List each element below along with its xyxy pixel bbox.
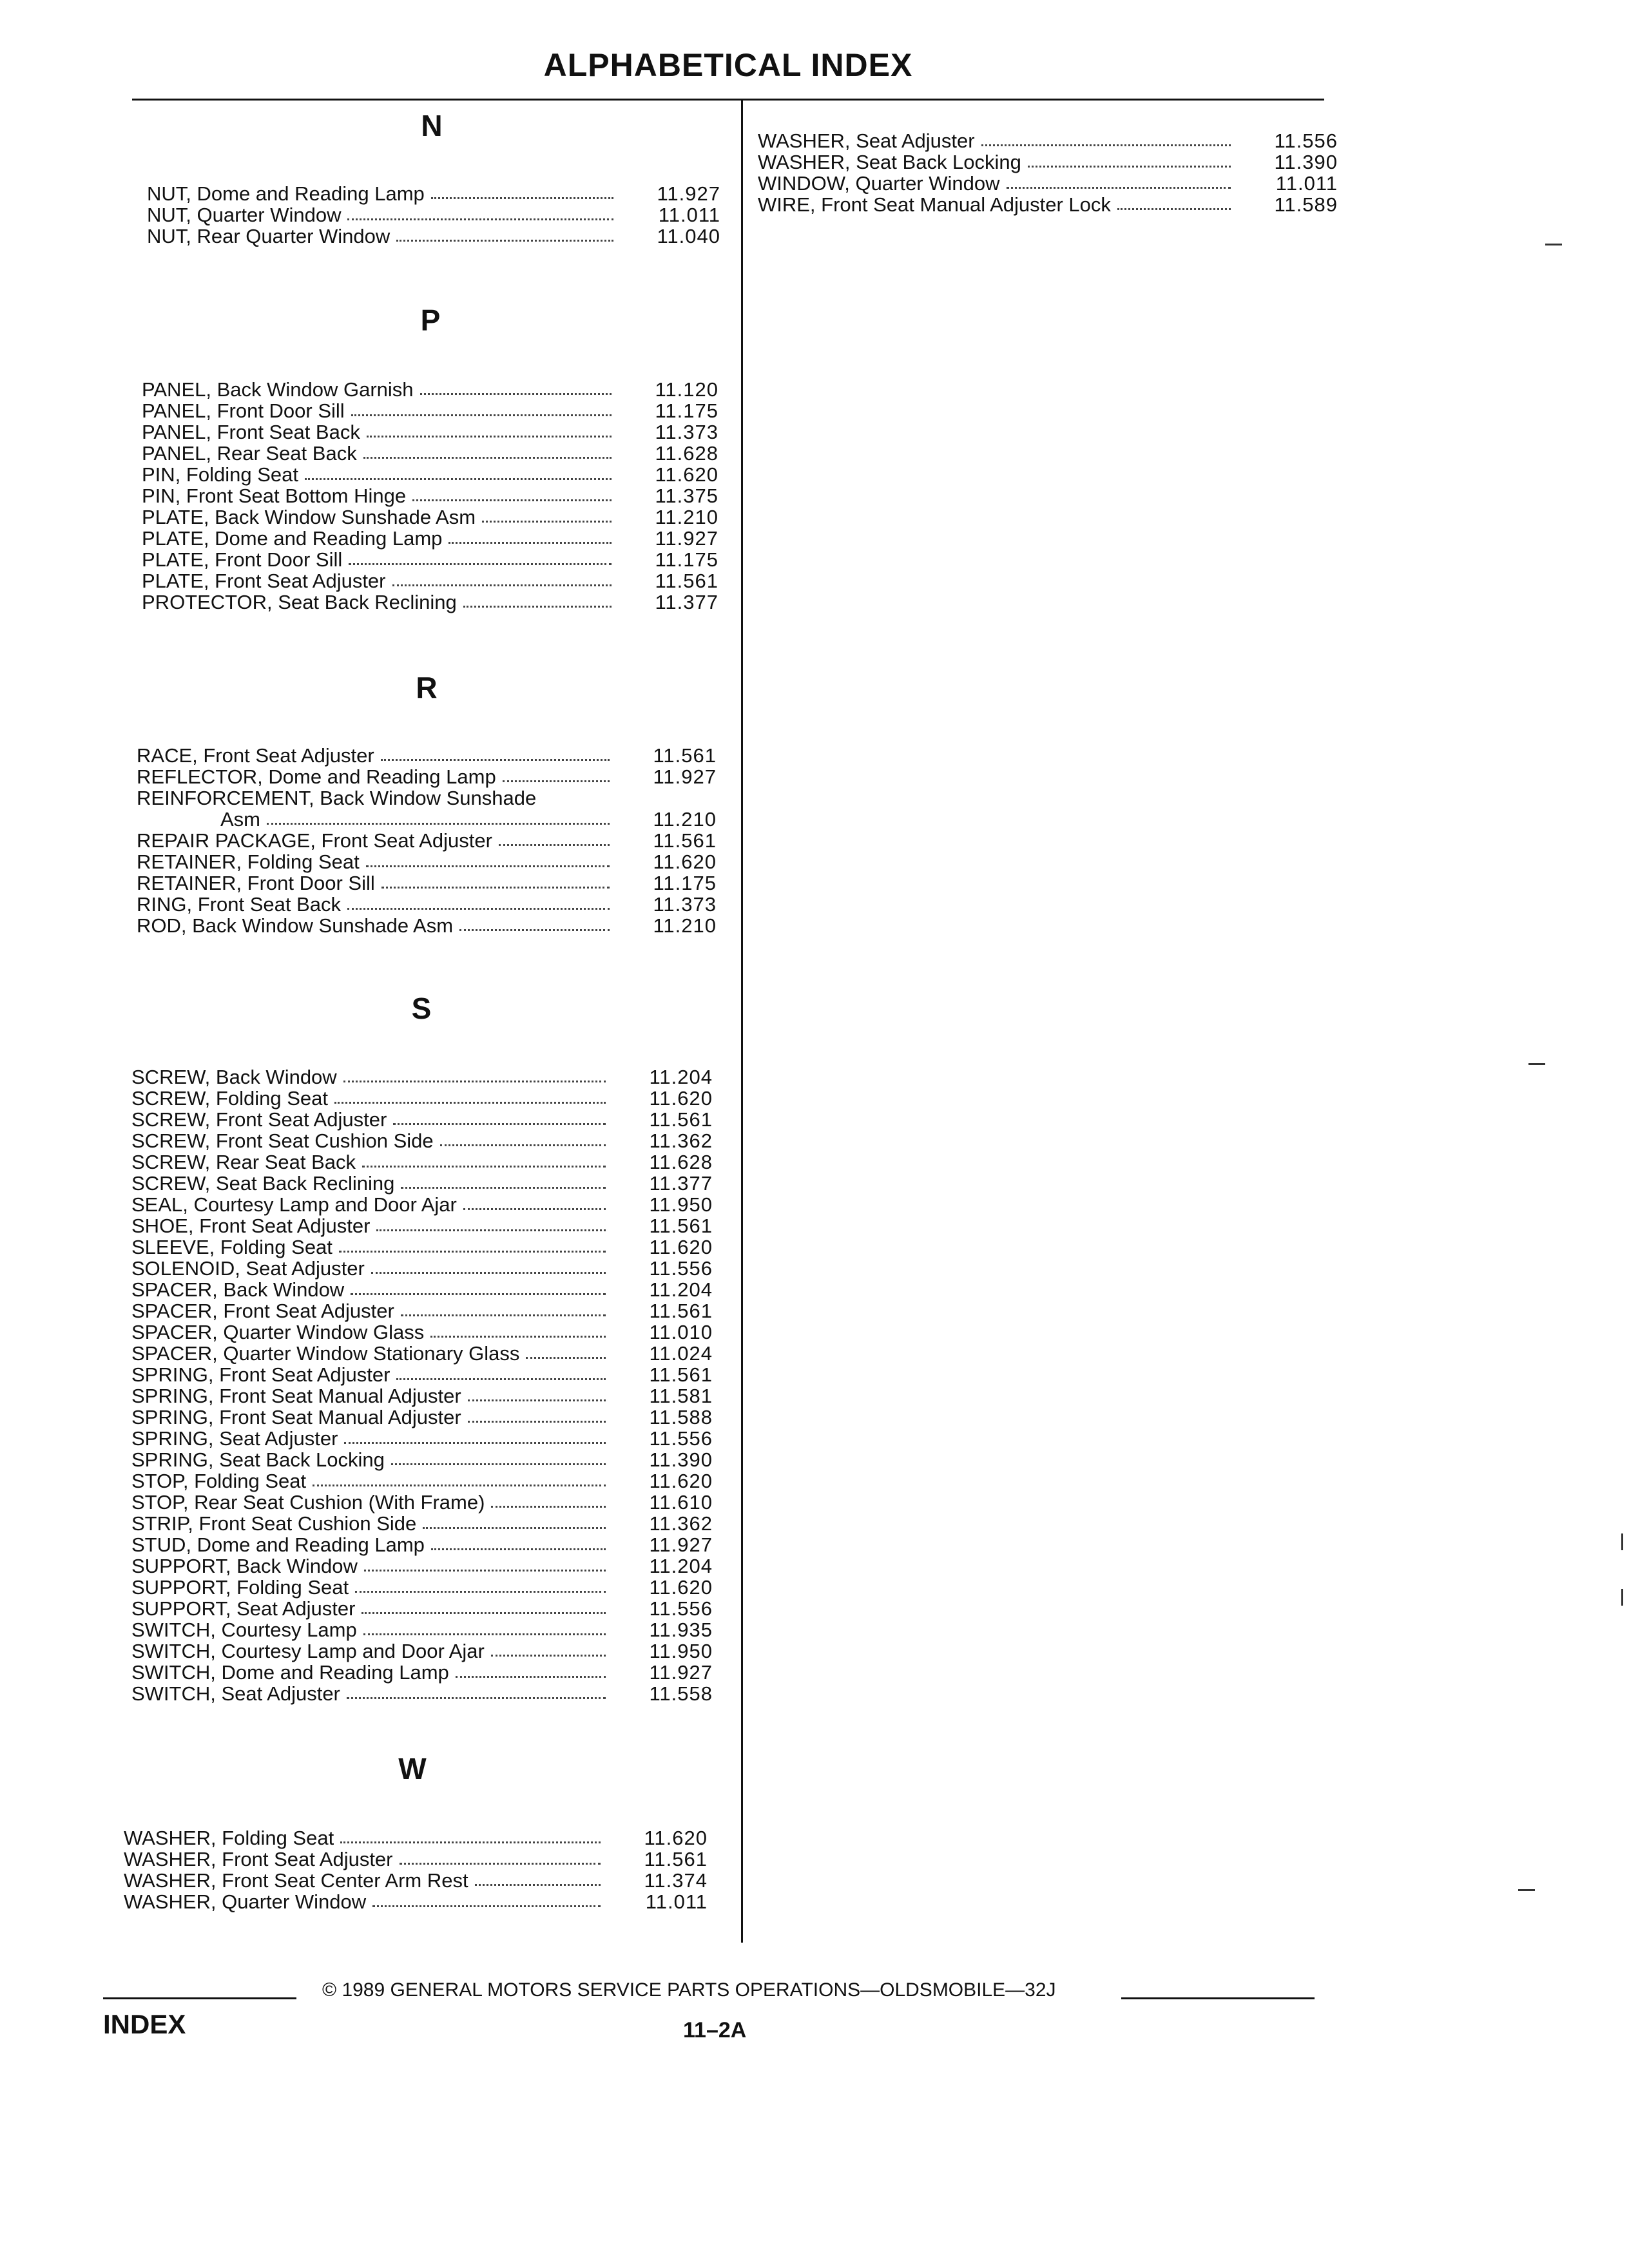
index-entry (758, 173, 1338, 194)
dot-leader (372, 1905, 601, 1907)
index-entry (131, 1534, 713, 1555)
index-entry-label: RETAINER, Front Door Sill (137, 872, 375, 894)
index-entry-label: SPRING, Front Seat Manual Adjuster (131, 1406, 461, 1428)
index-entry-label: WASHER, Seat Adjuster (758, 130, 975, 152)
dot-leader (396, 1378, 606, 1380)
index-entry (137, 745, 717, 766)
footer-copyright: © 1989 GENERAL MOTORS SERVICE PARTS OPERATIONS—OLDSMOBILE—32J (322, 1979, 1056, 2001)
index-entry (142, 549, 718, 570)
section-letter-s: S (411, 992, 432, 1025)
index-entry-label: SPRING, Front Seat Adjuster (131, 1363, 390, 1386)
scan-edge-mark (1545, 244, 1562, 245)
index-entry-label: STUD, Dome and Reading Lamp (131, 1533, 425, 1556)
dot-leader (392, 584, 612, 586)
entry-list-n (147, 183, 720, 247)
dot-leader (361, 1611, 606, 1614)
index-entry-label: PLATE, Back Window Sunshade Asm (142, 506, 476, 528)
index-entry-page: 11.620 (649, 1236, 713, 1258)
index-entry-page: 11.610 (649, 1491, 713, 1514)
index-entry-label: SCREW, Seat Back Reclining (131, 1172, 395, 1195)
dot-leader (347, 218, 613, 220)
index-entry-page: 11.120 (655, 378, 718, 401)
index-entry-label: WIRE, Front Seat Manual Adjuster Lock (758, 193, 1111, 216)
index-entry-page: 11.588 (649, 1406, 713, 1428)
index-entry-label: REPAIR PACKAGE, Front Seat Adjuster (137, 829, 492, 852)
dot-leader (491, 1505, 606, 1508)
dot-leader (344, 1441, 606, 1444)
index-entry-label: WASHER, Seat Back Locking (758, 151, 1021, 173)
index-entry (124, 1891, 708, 1912)
index-entry-label: Asm (220, 808, 260, 831)
index-entry (124, 1827, 708, 1849)
index-entry (137, 851, 717, 872)
index-entry (137, 872, 717, 894)
index-entry-page: 11.210 (653, 914, 717, 937)
entry-list-r (137, 745, 717, 936)
dot-leader (381, 886, 610, 889)
index-entry (131, 1385, 713, 1407)
dot-leader (463, 1207, 606, 1210)
index-entry-page: 11.377 (649, 1172, 713, 1195)
index-entry (142, 443, 718, 464)
index-entry-label: NUT, Quarter Window (147, 204, 342, 226)
index-entry-label: RING, Front Seat Back (137, 893, 341, 916)
page-title: ALPHABETICAL INDEX (543, 47, 913, 83)
index-entry (131, 1236, 713, 1258)
index-entry-page: 11.620 (649, 1576, 713, 1599)
index-entry (147, 204, 720, 226)
index-entry-label: NUT, Dome and Reading Lamp (147, 182, 425, 205)
entry-list-w-continued (758, 130, 1338, 215)
dot-leader (349, 562, 612, 565)
index-entry-label: WASHER, Quarter Window (124, 1890, 367, 1913)
index-entry-label: WASHER, Front Seat Adjuster (124, 1848, 393, 1870)
index-entry-label: SPACER, Quarter Window Stationary Glass (131, 1342, 520, 1365)
index-entry-label: STOP, Folding Seat (131, 1470, 307, 1492)
index-entry (131, 1215, 713, 1236)
dot-leader (1028, 165, 1231, 168)
index-entry (131, 1640, 713, 1662)
dot-leader (412, 499, 612, 501)
index-entry (131, 1258, 713, 1279)
index-entry-label: PIN, Front Seat Bottom Hinge (142, 485, 407, 507)
index-entry (758, 194, 1338, 215)
index-entry-page: 11.628 (655, 442, 718, 465)
index-entry-page: 11.390 (1274, 151, 1338, 173)
index-entry-page: 11.927 (655, 527, 718, 550)
index-entry-page: 11.362 (649, 1512, 713, 1535)
index-entry (137, 809, 717, 830)
index-entry (131, 1173, 713, 1194)
index-entry (142, 591, 718, 613)
index-entry (131, 1513, 713, 1534)
index-entry-page: 11.561 (653, 744, 717, 767)
index-entry (131, 1343, 713, 1364)
dot-leader (468, 1420, 606, 1423)
index-entry-label: SHOE, Front Seat Adjuster (131, 1215, 371, 1237)
dot-leader (463, 605, 612, 608)
dot-leader (351, 1293, 606, 1295)
scan-edge-mark (1621, 1589, 1623, 1606)
index-entry (131, 1449, 713, 1470)
entry-list-s (131, 1066, 713, 1704)
index-entry-label: SEAL, Courtesy Lamp and Door Ajar (131, 1193, 457, 1216)
index-entry-page: 11.210 (653, 808, 717, 831)
dot-leader (400, 1862, 601, 1865)
index-entry-label: PIN, Folding Seat (142, 463, 298, 486)
dot-leader (267, 822, 610, 825)
dot-leader (347, 907, 610, 910)
header-rule (132, 99, 1324, 101)
index-entry-page: 11.561 (649, 1300, 713, 1322)
index-entry-page: 11.927 (657, 182, 720, 205)
index-entry (131, 1598, 713, 1619)
index-entry-page: 11.561 (649, 1363, 713, 1386)
index-entry-label: STRIP, Front Seat Cushion Side (131, 1512, 417, 1535)
index-entry (131, 1321, 713, 1343)
footer-page-number: 11–2A (683, 2018, 747, 2042)
index-entry (137, 894, 717, 915)
dot-leader (364, 1569, 606, 1571)
index-entry (131, 1066, 713, 1088)
index-entry-page: 11.204 (649, 1555, 713, 1577)
index-entry-label: SCREW, Rear Seat Back (131, 1151, 356, 1173)
index-entry-page: 11.561 (653, 829, 717, 852)
dot-leader (526, 1356, 606, 1359)
index-entry (131, 1407, 713, 1428)
index-entry (142, 464, 718, 485)
dot-leader (401, 1314, 606, 1316)
index-entry (131, 1577, 713, 1598)
index-entry-label: SPRING, Seat Back Locking (131, 1448, 385, 1471)
index-entry-page: 11.373 (655, 421, 718, 443)
index-entry-page: 11.390 (649, 1448, 713, 1471)
index-entry-label: SOLENOID, Seat Adjuster (131, 1257, 365, 1280)
index-entry (142, 528, 718, 549)
dot-leader (499, 843, 610, 846)
dot-leader (396, 239, 613, 242)
index-entry-page: 11.362 (649, 1129, 713, 1152)
dot-leader (420, 392, 612, 395)
dot-leader (363, 1633, 606, 1635)
index-entry (131, 1194, 713, 1215)
index-entry-label: SWITCH, Seat Adjuster (131, 1682, 340, 1705)
dot-leader (340, 1841, 601, 1843)
index-entry-label: RACE, Front Seat Adjuster (137, 744, 374, 767)
dot-leader (456, 1675, 606, 1678)
index-entry-page: 11.377 (655, 591, 718, 613)
dot-leader (343, 1080, 606, 1082)
dot-leader (423, 1526, 606, 1529)
index-entry-page: 11.620 (655, 463, 718, 486)
index-entry-page: 11.204 (649, 1066, 713, 1088)
column-divider (741, 100, 743, 1943)
index-entry-page: 11.373 (653, 893, 717, 916)
index-entry-label: ROD, Back Window Sunshade Asm (137, 914, 454, 937)
index-entry-page: 11.561 (649, 1108, 713, 1131)
dot-leader (393, 1122, 606, 1125)
index-entry (131, 1662, 713, 1683)
index-entry-label: SCREW, Back Window (131, 1066, 337, 1088)
index-entry (124, 1870, 708, 1891)
index-entry (142, 400, 718, 421)
index-entry-page: 11.556 (649, 1597, 713, 1620)
index-entry-label: SPRING, Seat Adjuster (131, 1427, 338, 1450)
index-entry-label: PANEL, Front Seat Back (142, 421, 360, 443)
index-entry (131, 1300, 713, 1321)
index-entry-label: SWITCH, Dome and Reading Lamp (131, 1661, 449, 1684)
dot-leader (305, 477, 612, 480)
dot-leader (1117, 207, 1231, 210)
index-entry-label: SUPPORT, Seat Adjuster (131, 1597, 356, 1620)
index-entry-page: 11.011 (1275, 172, 1338, 195)
index-entry-page: 11.175 (653, 872, 717, 894)
index-entry-page: 11.935 (649, 1619, 713, 1641)
index-entry (137, 915, 717, 936)
dot-leader (363, 456, 612, 459)
index-entry-page: 11.950 (649, 1193, 713, 1216)
scan-edge-mark (1621, 1533, 1623, 1550)
dot-leader (381, 758, 610, 761)
dot-leader (355, 1590, 606, 1593)
index-entry-label: SLEEVE, Folding Seat (131, 1236, 333, 1258)
index-entry-page: 11.620 (644, 1827, 708, 1849)
index-entry (124, 1849, 708, 1870)
dot-leader (981, 144, 1231, 146)
dot-leader (376, 1229, 606, 1231)
index-entry-page: 11.175 (655, 399, 718, 422)
index-entry-label: PLATE, Front Seat Adjuster (142, 570, 386, 592)
footer-rule-right (1121, 1997, 1315, 1999)
index-entry (137, 830, 717, 851)
dot-leader (482, 520, 612, 523)
index-entry-label: SCREW, Front Seat Cushion Side (131, 1129, 434, 1152)
section-letter-r: R (416, 671, 438, 704)
section-letter-n: N (421, 109, 443, 142)
index-entry (131, 1555, 713, 1577)
dot-leader (391, 1463, 606, 1465)
index-entry-label: PANEL, Back Window Garnish (142, 378, 414, 401)
dot-leader (468, 1399, 606, 1401)
section-letter-p: P (420, 303, 441, 337)
index-entry-page: 11.628 (649, 1151, 713, 1173)
index-entry-label: SPRING, Front Seat Manual Adjuster (131, 1385, 461, 1407)
index-entry (131, 1151, 713, 1173)
index-entry (131, 1683, 713, 1704)
index-entry-label: RETAINER, Folding Seat (137, 850, 360, 873)
index-entry (142, 506, 718, 528)
index-entry-label: PROTECTOR, Seat Back Reclining (142, 591, 457, 613)
index-entry-page: 11.927 (649, 1533, 713, 1556)
footer-section-name: INDEX (103, 2009, 186, 2039)
scan-edge-mark (1528, 1063, 1545, 1065)
index-entry-page: 11.561 (649, 1215, 713, 1237)
dot-leader (475, 1883, 601, 1886)
index-entry (131, 1364, 713, 1385)
index-entry-label: PANEL, Rear Seat Back (142, 442, 357, 465)
index-entry-page: 11.927 (649, 1661, 713, 1684)
index-entry-label: NUT, Rear Quarter Window (147, 225, 390, 247)
index-entry-label: SPACER, Back Window (131, 1278, 345, 1301)
index-entry-label: PLATE, Dome and Reading Lamp (142, 527, 443, 550)
index-entry-label: PLATE, Front Door Sill (142, 548, 343, 571)
dot-leader (401, 1186, 606, 1189)
index-entry-page: 11.024 (649, 1342, 713, 1365)
index-entry (131, 1428, 713, 1449)
index-entry-page: 11.561 (644, 1848, 708, 1870)
footer-rule-left (103, 1997, 296, 1999)
index-entry-label: SPACER, Quarter Window Glass (131, 1321, 425, 1343)
index-entry-label: PANEL, Front Door Sill (142, 399, 345, 422)
index-entry (131, 1130, 713, 1151)
index-entry (131, 1492, 713, 1513)
index-entry (147, 226, 720, 247)
section-letter-w: W (398, 1752, 427, 1785)
index-entry (131, 1109, 713, 1130)
index-entry-page: 11.620 (649, 1087, 713, 1110)
index-entry-page: 11.210 (655, 506, 718, 528)
index-entry-page: 11.581 (649, 1385, 713, 1407)
index-entry-page: 11.561 (655, 570, 718, 592)
index-entry-page: 11.558 (649, 1682, 713, 1705)
index-entry-label: WASHER, Front Seat Center Arm Rest (124, 1869, 468, 1892)
dot-leader (448, 541, 612, 544)
dot-leader (491, 1654, 606, 1657)
index-entry-label: REFLECTOR, Dome and Reading Lamp (137, 765, 496, 788)
index-entry-label: SCREW, Folding Seat (131, 1087, 328, 1110)
index-entry (142, 379, 718, 400)
index-entry (758, 151, 1338, 173)
dot-leader (366, 865, 610, 867)
index-entry-label: SWITCH, Courtesy Lamp and Door Ajar (131, 1640, 485, 1662)
dot-leader (459, 928, 610, 931)
index-entry (147, 183, 720, 204)
index-entry-page: 11.556 (1274, 130, 1338, 152)
index-entry-label: SPACER, Front Seat Adjuster (131, 1300, 394, 1322)
index-entry (131, 1470, 713, 1492)
index-entry-page: 11.175 (655, 548, 718, 571)
dot-leader (431, 197, 613, 199)
index-entry-page: 11.011 (658, 204, 720, 226)
entry-list-p (142, 379, 718, 613)
dot-leader (339, 1250, 606, 1253)
dot-leader (334, 1101, 606, 1104)
dot-leader (347, 1696, 606, 1699)
index-entry (758, 130, 1338, 151)
index-entry (131, 1088, 713, 1109)
index-entry-page: 11.556 (649, 1257, 713, 1280)
index-entry (131, 1279, 713, 1300)
index-entry-page: 11.204 (649, 1278, 713, 1301)
index-entry (137, 766, 717, 787)
dot-leader (362, 1165, 606, 1168)
index-entry (142, 421, 718, 443)
index-entry-page: 11.011 (645, 1890, 708, 1913)
index-entry-label: SCREW, Front Seat Adjuster (131, 1108, 387, 1131)
dot-leader (371, 1271, 606, 1274)
index-entry-label: STOP, Rear Seat Cushion (With Frame) (131, 1491, 485, 1514)
index-entry-page: 11.375 (655, 485, 718, 507)
dot-leader (351, 414, 612, 416)
dot-leader (1007, 186, 1231, 189)
index-entry (131, 1619, 713, 1640)
index-entry (137, 787, 717, 809)
index-entry-label: REINFORCEMENT, Back Window Sunshade (137, 787, 537, 809)
index-entry-label: SUPPORT, Folding Seat (131, 1576, 349, 1599)
index-entry-label: SWITCH, Courtesy Lamp (131, 1619, 357, 1641)
index-entry-page: 11.620 (653, 850, 717, 873)
index-entry (142, 570, 718, 591)
index-entry-page: 11.556 (649, 1427, 713, 1450)
index-entry-page: 11.010 (649, 1321, 713, 1343)
index-entry-page: 11.927 (653, 765, 717, 788)
index-entry-page: 11.040 (657, 225, 720, 247)
dot-leader (431, 1548, 606, 1550)
index-entry (142, 485, 718, 506)
entry-list-w (124, 1827, 708, 1912)
dot-leader (367, 435, 612, 437)
index-entry-page: 11.589 (1274, 193, 1338, 216)
dot-leader (430, 1335, 606, 1338)
dot-leader (503, 780, 610, 782)
index-entry-label: SUPPORT, Back Window (131, 1555, 358, 1577)
dot-leader (313, 1484, 606, 1486)
index-entry-page: 11.950 (649, 1640, 713, 1662)
dot-leader (440, 1144, 606, 1146)
index-entry-label: WINDOW, Quarter Window (758, 172, 1000, 195)
scan-edge-mark (1518, 1889, 1535, 1891)
index-entry-page: 11.374 (644, 1869, 708, 1892)
index-entry-page: 11.620 (649, 1470, 713, 1492)
index-entry-label: WASHER, Folding Seat (124, 1827, 334, 1849)
